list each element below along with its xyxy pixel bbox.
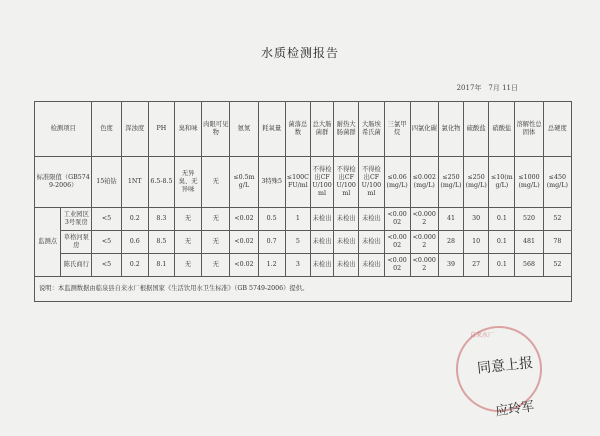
data-cell: <0.02: [230, 254, 258, 277]
header-cell: 溶解性总固体: [515, 102, 543, 157]
data-cell: 0.6: [121, 231, 148, 254]
data-cell: 30: [464, 208, 489, 231]
data-cell: 未检出: [310, 254, 333, 277]
data-cell: 0.1: [489, 208, 515, 231]
stamp-text: 自来水厂: [470, 332, 495, 339]
data-cell: 无: [202, 208, 230, 231]
header-cell: 氨氮: [230, 102, 258, 157]
data-cell: 0.2: [121, 254, 148, 277]
data-cell: 1.2: [258, 254, 285, 277]
data-cell: 未检出: [359, 231, 384, 254]
data-cell: 0.1: [489, 254, 515, 277]
standard-row: [35, 157, 572, 208]
header-cell: 氯化物: [438, 102, 463, 157]
data-cell: <5: [92, 231, 121, 254]
approval-signature: 同意上报: [476, 355, 534, 377]
site-cell: 陈氏商行: [61, 254, 92, 277]
data-cell: 8.5: [148, 231, 174, 254]
standard-cell: 无异臭、无异味: [174, 157, 201, 208]
site-cell: 工业园区3号泵房: [61, 208, 92, 231]
data-cell: <0.0002: [410, 254, 438, 277]
header-cell: 四氯化碳: [410, 102, 438, 157]
data-cell: 未检出: [310, 231, 333, 254]
header-cell: 硫酸盐: [464, 102, 489, 157]
data-cell: 无: [174, 254, 201, 277]
standard-cell: 15铂钴: [92, 157, 121, 208]
data-cell: 未检出: [310, 208, 333, 231]
standard-cell: ≤0.002(mg/L): [410, 157, 438, 208]
report-title: 水质检测报告: [260, 46, 339, 60]
header-cell: 肉眼可见物: [202, 102, 230, 157]
data-cell: 无: [202, 254, 230, 277]
data-cell: 0.5: [258, 208, 285, 231]
table-row: [35, 208, 572, 231]
header-cell: 菌落总数: [285, 102, 310, 157]
header-cell: 大肠埃希氏菌: [359, 102, 384, 157]
standard-cell: ≤1000(mg/L): [515, 157, 543, 208]
data-cell: 568: [515, 254, 543, 277]
header-cell: 三氯甲烷: [384, 102, 410, 157]
data-cell: <0.0002: [410, 231, 438, 254]
standard-cell: ≤250(mg/L): [438, 157, 463, 208]
header-cell: 浑浊度: [121, 102, 148, 157]
data-cell: 8.3: [148, 208, 174, 231]
data-cell: 未检出: [334, 208, 359, 231]
standard-cell: ≤0.5mg/L: [230, 157, 258, 208]
header-cell: 硝酸盐: [489, 102, 515, 157]
report-date: 2017年 7月 11日: [456, 84, 518, 92]
data-cell: 78: [543, 231, 571, 254]
data-cell: <0.0002: [384, 254, 410, 277]
water-quality-table: [34, 101, 572, 302]
data-cell: 0.1: [489, 231, 515, 254]
note-row: [35, 277, 572, 302]
signatory-name: 应玲军: [494, 399, 536, 420]
data-cell: 1: [285, 208, 310, 231]
standard-cell: 3特殊5: [258, 157, 285, 208]
data-cell: <0.0002: [384, 231, 410, 254]
data-cell: 0.2: [121, 208, 148, 231]
data-cell: 5: [285, 231, 310, 254]
data-cell: 8.1: [148, 254, 174, 277]
data-cell: 27: [464, 254, 489, 277]
data-cell: 52: [543, 208, 571, 231]
standard-cell: ≤250(mg/L): [464, 157, 489, 208]
data-cell: 无: [174, 208, 201, 231]
header-row: [35, 102, 572, 157]
header-item: 检测项目: [35, 102, 92, 157]
data-cell: <5: [92, 208, 121, 231]
data-cell: 未检出: [334, 254, 359, 277]
data-cell: 无: [202, 231, 230, 254]
standard-cell: 无: [202, 157, 230, 208]
data-cell: 10: [464, 231, 489, 254]
table-row: [35, 231, 572, 254]
standard-label: 标准限值（GB5749-2006）: [35, 157, 92, 208]
data-cell: 41: [438, 208, 463, 231]
header-cell: PH: [148, 102, 174, 157]
data-cell: <0.0002: [384, 208, 410, 231]
standard-cell: 1NT: [121, 157, 148, 208]
data-cell: 未检出: [359, 254, 384, 277]
note-text: 说明：本监测数据由临泉县自来水厂根据国家《生活饮用水卫生标准》（GB 5749-2006）提供。: [35, 277, 572, 302]
standard-cell: ≤10(mg/L): [489, 157, 515, 208]
header-cell: 总大肠菌群: [310, 102, 333, 157]
data-cell: 未检出: [359, 208, 384, 231]
data-cell: 0.7: [258, 231, 285, 254]
standard-cell: ≤450(mg/L): [543, 157, 571, 208]
standard-cell: 6.5-8.5: [148, 157, 174, 208]
data-cell: <0.02: [230, 208, 258, 231]
data-cell: <0.02: [230, 231, 258, 254]
data-cell: 3: [285, 254, 310, 277]
data-cell: <5: [92, 254, 121, 277]
header-cell: 总硬度: [543, 102, 571, 157]
standard-cell: 不得检出CFU/100ml: [334, 157, 359, 208]
standard-cell: 不得检出CFU/100ml: [359, 157, 384, 208]
standard-cell: ≤0.06(mg/L): [384, 157, 410, 208]
data-cell: 28: [438, 231, 463, 254]
data-cell: 52: [543, 254, 571, 277]
header-cell: 耐热大肠菌群: [334, 102, 359, 157]
data-cell: 未检出: [334, 231, 359, 254]
header-cell: 色度: [92, 102, 121, 157]
data-cell: 520: [515, 208, 543, 231]
standard-cell: 不得检出CFU/100ml: [310, 157, 333, 208]
table-row: [35, 254, 572, 277]
data-cell: 39: [438, 254, 463, 277]
data-cell: <0.0002: [410, 208, 438, 231]
data-cell: 无: [174, 231, 201, 254]
site-cell: 草格河泵房: [61, 231, 92, 254]
monitoring-label: 监测点: [35, 208, 61, 277]
header-cell: 臭和味: [174, 102, 201, 157]
header-cell: 耗氧量: [258, 102, 285, 157]
data-cell: 481: [515, 231, 543, 254]
standard-cell: ≤100CFU/ml: [285, 157, 310, 208]
